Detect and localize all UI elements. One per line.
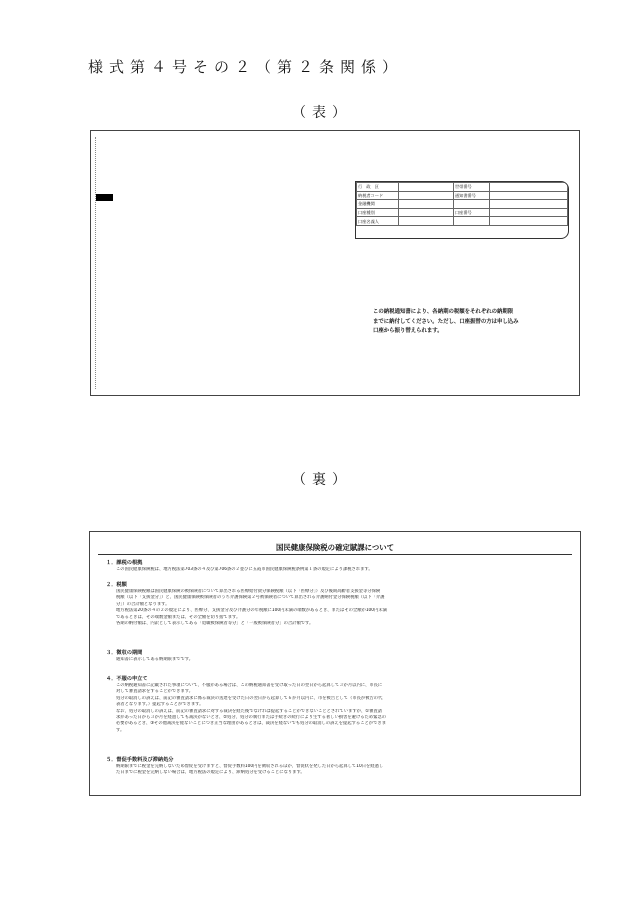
account-table-cell: 口座名義人 bbox=[357, 217, 399, 226]
account-table-cell: 口座種別 bbox=[357, 208, 399, 217]
section-text: 処分の取消しの訴えは、前記の審査請求に係る裁決の送達を受けた日の翌日から起算して６か月以内に、市を被告として（市長が被告の代 bbox=[116, 695, 383, 701]
account-info-table bbox=[355, 181, 569, 239]
section-heading: ３．徴収の期間 bbox=[106, 650, 143, 656]
account-table-cell bbox=[453, 217, 489, 226]
notice-line: までに納付してください。ただし、口座振替の方は申し込み bbox=[373, 318, 519, 325]
form-title: 様式第４号その２（第２条関係） bbox=[88, 58, 404, 76]
section-heading: ４．不服の申立て bbox=[106, 676, 148, 682]
section-text: 国民健康保険税額は国民健康保険の被保険者について算出される医療給付費分保険税額（以下「医療分」）及び後期高齢者支援金等分保険 bbox=[116, 589, 381, 594]
account-table-row bbox=[357, 208, 568, 217]
account-table-cell bbox=[399, 200, 454, 209]
section-text: なお、処分の取消しの訴えは、前記の審査請求に対する裁決を経た後でなければ提起することができないこととされていますが、①審査請 bbox=[116, 708, 382, 714]
registration-mark bbox=[96, 194, 113, 201]
account-table-row bbox=[357, 183, 568, 192]
back-panel bbox=[89, 531, 581, 796]
account-table-row bbox=[357, 191, 568, 200]
section-text: であるときは、その端数金額または、その全額を切り捨てます。 bbox=[116, 614, 241, 620]
section-heading: ５．督促手数料及び滞納処分 bbox=[106, 757, 174, 763]
account-table-cell bbox=[490, 217, 568, 226]
notice-line: 口座から振り替えられます。 bbox=[373, 328, 443, 334]
section-text: 通知書に表示してある納期限までです。 bbox=[116, 657, 193, 662]
account-table-cell: 納税者コード bbox=[357, 191, 399, 200]
account-table-cell bbox=[399, 191, 454, 200]
section-text: 表者となります。）提起することができます。 bbox=[116, 702, 204, 708]
section-text: 税額（以下「支援金分」）と、国民健康保険被保険者のうち介護保険第２号被保険者について算出される介護納付金分保険税額（以下「介護 bbox=[116, 595, 385, 601]
section-heading: ２．税額 bbox=[106, 582, 127, 588]
front-side-label: （表） bbox=[292, 105, 352, 121]
section-text: 対して審査請求をすることができます。 bbox=[116, 689, 193, 695]
notice-line: この納税通知書により、各納期の税額をそれぞれの納期限 bbox=[373, 309, 514, 315]
account-table-row bbox=[357, 217, 568, 226]
account-table-cell bbox=[490, 208, 568, 217]
account-table-cell bbox=[490, 191, 568, 200]
account-table-cell: 世帯番号 bbox=[453, 183, 489, 192]
section-text: 各期の納付額は、内訳として表示してある「退職被保険者等分」と「一般被保険者分」の合計額です。 bbox=[116, 621, 314, 627]
account-table-cell: 通知書番号 bbox=[453, 191, 489, 200]
back-side-label: （裏） bbox=[292, 472, 352, 488]
account-table-cell: 金融機関 bbox=[357, 200, 399, 209]
perforation-line bbox=[95, 137, 96, 389]
section-text: 分」）の合計額となります。 bbox=[116, 601, 170, 607]
section-text: た日までに税金を完納しない場合は、地方税法の規定により、滞納処分を受けることになります。 bbox=[116, 770, 305, 776]
account-table-cell bbox=[399, 183, 454, 192]
account-table-cell bbox=[490, 183, 568, 192]
account-table-cell bbox=[399, 208, 454, 217]
back-section bbox=[106, 582, 566, 627]
account-table-row bbox=[357, 200, 568, 209]
section-text: 地方税法第20条の４の２の規定により、医療分、支援金分及び介護分の年税額に100円未満の端数があるとき、またはその全額が100円未満 bbox=[116, 608, 387, 614]
section-heading: １．課税の根拠 bbox=[106, 560, 143, 566]
account-table-cell bbox=[399, 217, 454, 226]
section-text: 求があった日から３か月を経過しても裁決がないとき、②処分、処分の執行または手続きの続行により生ずる著しい損害を避けるため緊急の bbox=[116, 715, 387, 721]
back-title: 国民健康保険税の確定賦課について bbox=[275, 543, 395, 552]
account-table-cell bbox=[490, 200, 568, 209]
back-section bbox=[106, 757, 566, 777]
account-table-cell: 口座番号 bbox=[453, 208, 489, 217]
section-text: 納期限までに税金を完納しないため督促を受けますと、督促手数料100円を徴収されるほか、督促状を発した日から起算して10日を経過し bbox=[116, 764, 384, 769]
back-section bbox=[106, 560, 566, 573]
back-section bbox=[106, 650, 566, 663]
section-text: 必要があるとき、③その他裁決を経ないことにつき正当な理由があるときは、裁決を経ないでも処分の取消しの訴えを提起することができま bbox=[116, 721, 386, 727]
title-divider bbox=[98, 554, 572, 555]
section-text: この国民健康保険税は、地方税法第703条の４及び第706条の２並びに五霞市国民健康保険税条例第１条の規定により課税されます。 bbox=[116, 567, 373, 572]
section-text: この納税通知書に記載された事項について、不服がある場合は、この納税通知書を受け取った日の翌日から起算して３か月以内に、市長に bbox=[116, 683, 383, 688]
section-text: す。 bbox=[116, 727, 125, 733]
back-section bbox=[106, 676, 566, 734]
front-panel bbox=[90, 130, 580, 396]
account-table-cell bbox=[453, 200, 489, 209]
account-table-cell: 行 政 区 bbox=[357, 183, 399, 192]
payment-notice bbox=[373, 308, 573, 337]
